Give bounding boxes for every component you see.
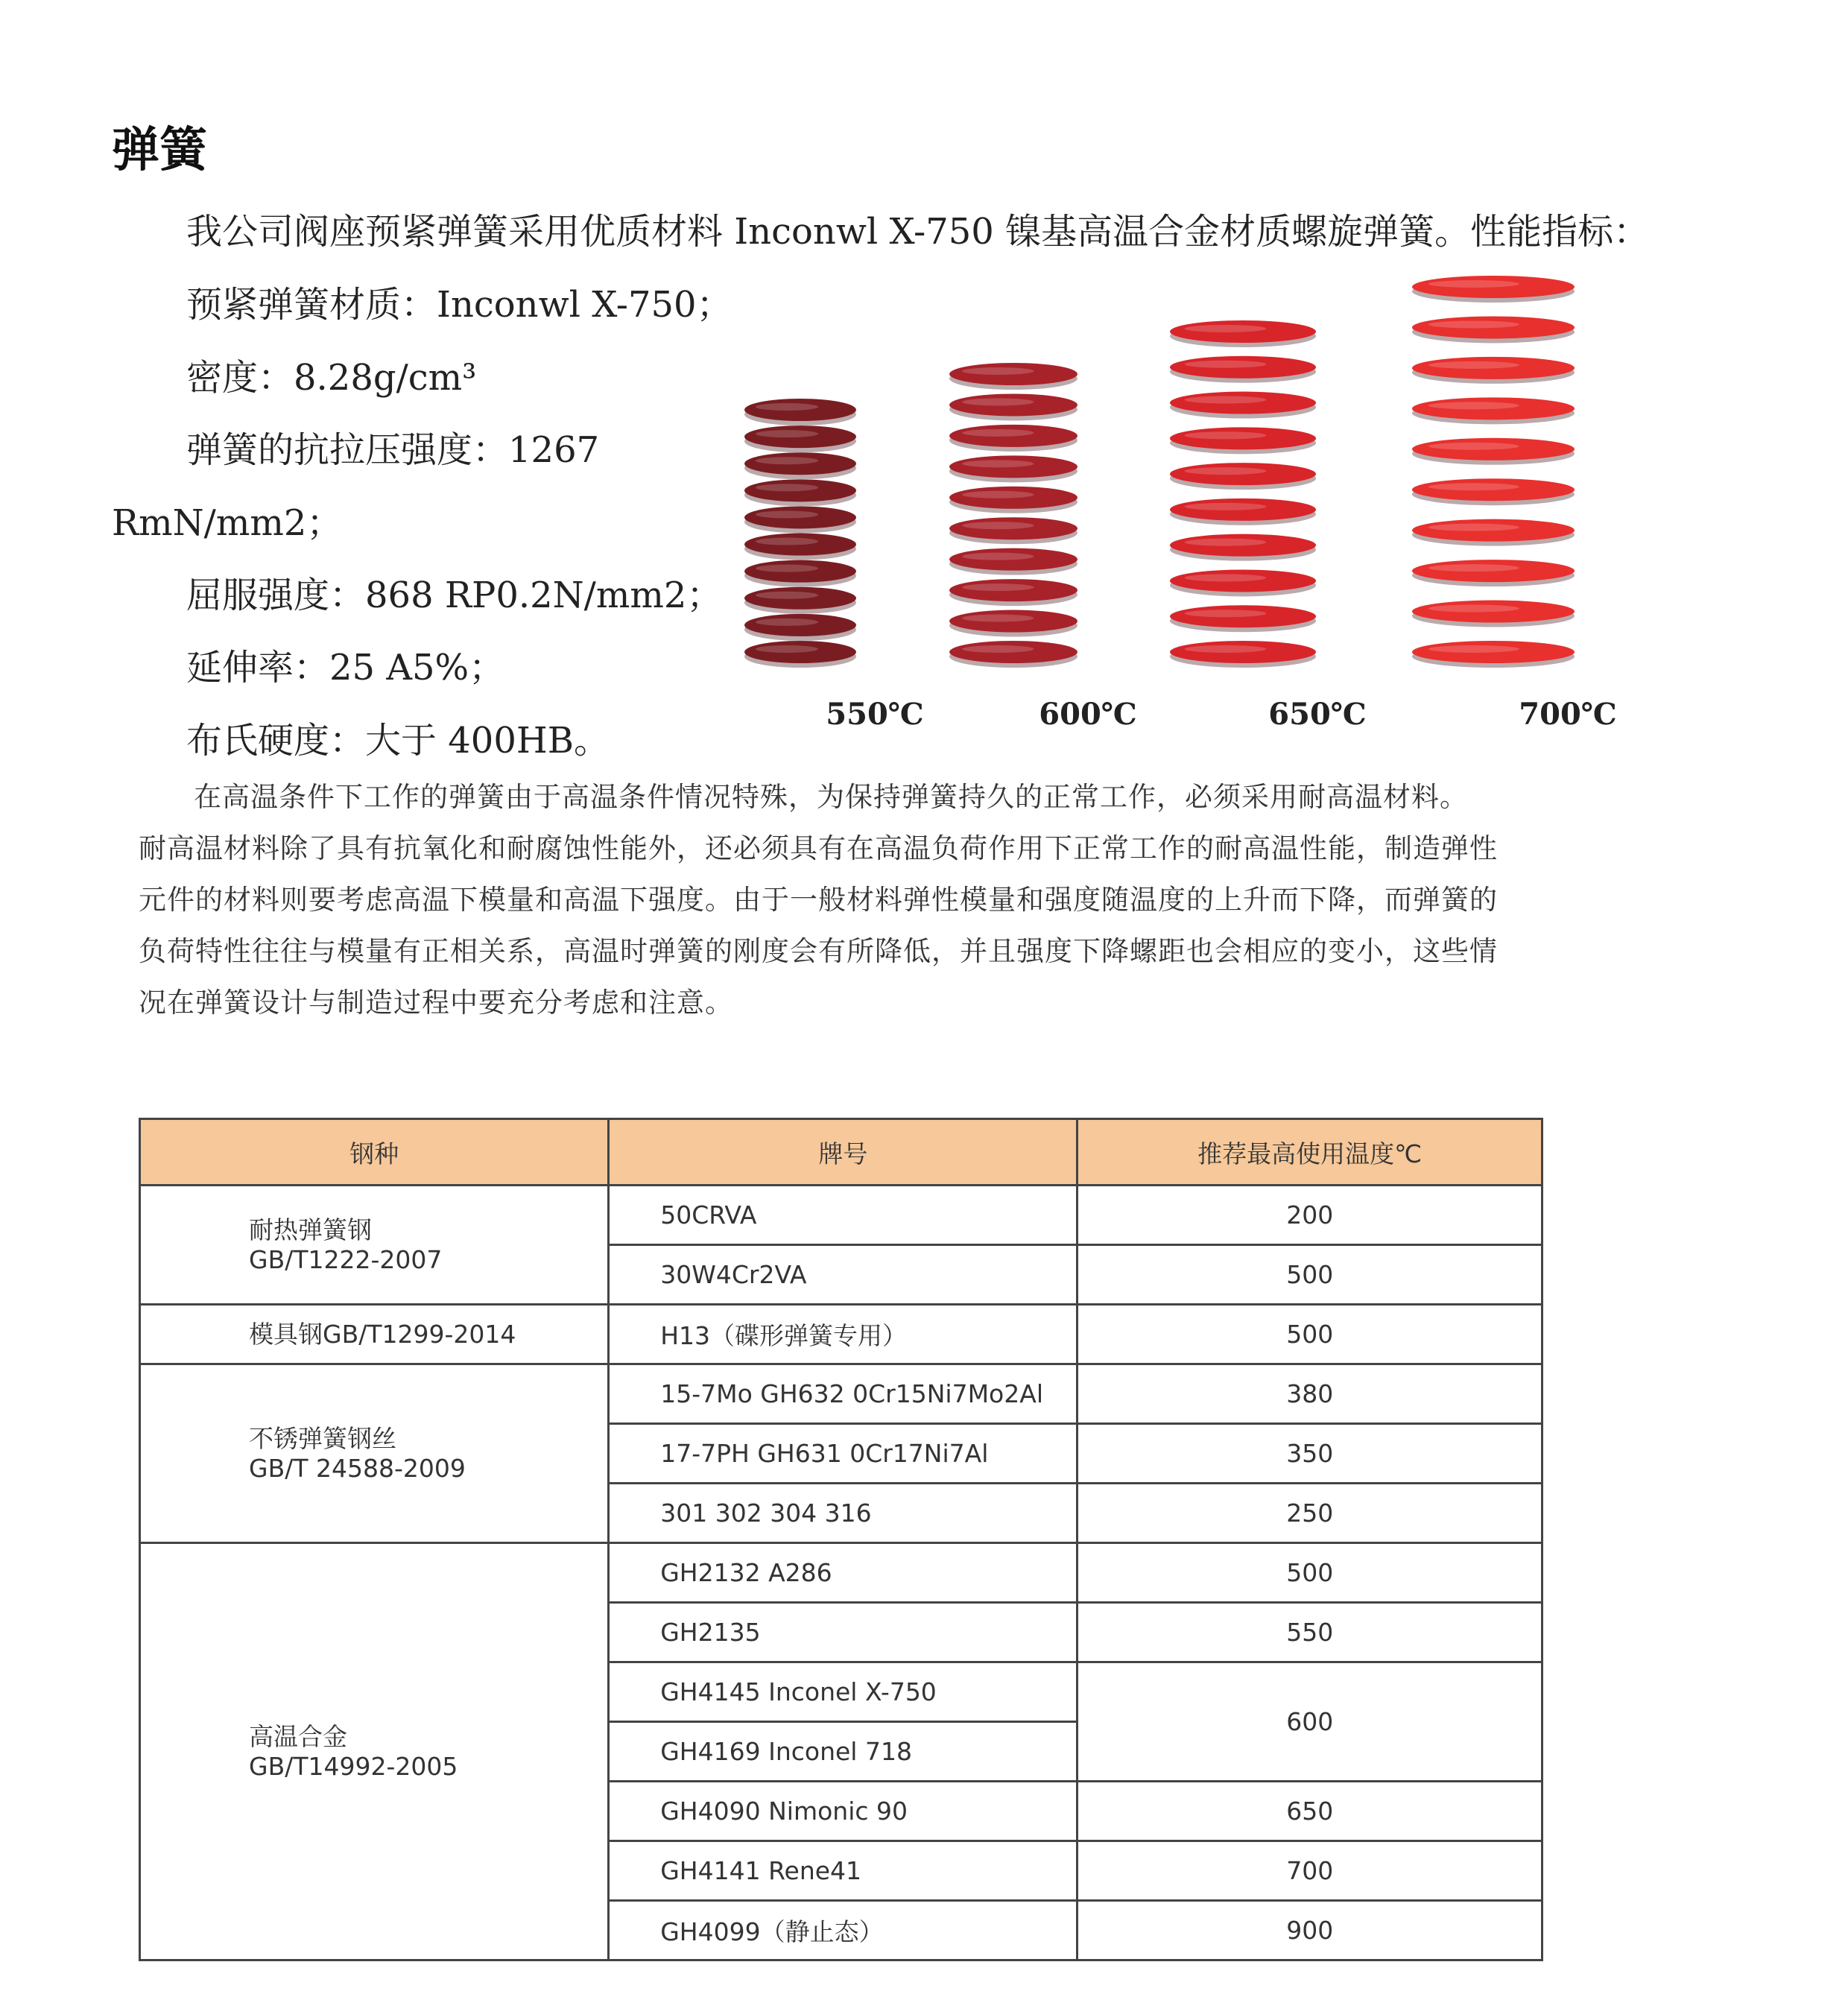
temp-cell: 700 <box>1078 1841 1542 1901</box>
temp-cell: 900 <box>1078 1901 1542 1960</box>
tensile-line: 弹簧的抗拉压强度：1267 <box>186 429 600 471</box>
spring-2 <box>1170 320 1316 668</box>
temp-cell: 500 <box>1078 1543 1542 1603</box>
category-standard: GB/T14992-2005 <box>249 1751 458 1781</box>
table-row <box>140 1364 1542 1424</box>
grade-cell: 17-7PH GH631 0Cr17Ni7Al <box>609 1424 1078 1484</box>
temp-cell: 350 <box>1078 1424 1542 1484</box>
grade-cell: GH4145 Inconel X-750 <box>609 1662 1078 1722</box>
spring-label-650: 650℃ <box>1268 697 1367 732</box>
elongation-line: 延伸率：25 A5%； <box>186 647 505 689</box>
category-standard: GB/T 24588-2009 <box>249 1453 466 1483</box>
temp-cell: 600 <box>1078 1662 1542 1782</box>
table-row <box>140 1305 1542 1364</box>
grade-cell: 301 302 304 316 <box>609 1484 1078 1543</box>
header-max-temp: 推荐最高使用温度℃ <box>1078 1119 1542 1186</box>
steel-table <box>139 1118 1543 1961</box>
description-paragraph <box>139 771 1584 1028</box>
steel-category <box>140 1543 609 1960</box>
spring-label-700: 700℃ <box>1519 697 1617 732</box>
category-name: 模具钢GB/T1299-2014 <box>249 1319 516 1349</box>
grade-cell: GH4099（静止态） <box>609 1901 1078 1960</box>
paragraph-line: 元件的材料则要考虑高温下模量和高温下强度。由于一般材料弹性模量和强度随温度的上升而下降，而弹簧的 <box>139 884 1498 916</box>
page-title: 弹簧 <box>112 123 207 178</box>
grade-cell: GH4090 Nimonic 90 <box>609 1782 1078 1841</box>
temp-cell: 380 <box>1078 1364 1542 1424</box>
category-standard: GB/T1222-2007 <box>249 1244 443 1274</box>
hardness-line: 布氏硬度：大于 400HB。 <box>186 720 610 762</box>
spring-label-600: 600℃ <box>1039 697 1137 732</box>
tensile-unit-line: RmN/mm2； <box>112 502 343 544</box>
spring-3 <box>1412 276 1575 668</box>
temp-cell: 200 <box>1078 1186 1542 1245</box>
grade-cell: 30W4Cr2VA <box>609 1245 1078 1305</box>
steel-category <box>140 1364 609 1543</box>
temp-cell: 250 <box>1078 1484 1542 1543</box>
grade-cell: GH2135 <box>609 1603 1078 1662</box>
spring-1 <box>949 363 1078 668</box>
paragraph-line: 在高温条件下工作的弹簧由于高温条件情况特殊，为保持弹簧持久的正常工作，必须采用耐高温材料。 <box>194 781 1468 813</box>
springs-illustration <box>730 268 1595 686</box>
density-line: 密度：8.28g/cm³ <box>186 357 477 399</box>
material-line: 预紧弹簧材质：Inconwl X-750； <box>186 284 732 326</box>
category-name: 不锈弹簧钢丝 <box>249 1423 396 1453</box>
temp-cell: 500 <box>1078 1305 1542 1364</box>
grade-cell: 15-7Mo GH632 0Cr15Ni7Mo2Al <box>609 1364 1078 1424</box>
category-name: 耐热弹簧钢 <box>249 1215 372 1244</box>
grade-cell: GH2132 A286 <box>609 1543 1078 1603</box>
grade-cell: GH4169 Inconel 718 <box>609 1722 1078 1782</box>
paragraph-line: 负荷特性往往与模量有正相关系，高温时弹簧的刚度会有所降低，并且强度下降螺距也会相应的变小，这些情 <box>139 935 1498 967</box>
grade-cell: H13（碟形弹簧专用） <box>609 1305 1078 1364</box>
paragraph-line: 耐高温材料除了具有抗氧化和耐腐蚀性能外，还必须具有在高温负荷作用下正常工作的耐高温性能，制造弹性 <box>139 832 1498 864</box>
grade-cell: GH4141 Rene41 <box>609 1841 1078 1901</box>
table-header-row <box>140 1119 1542 1186</box>
table-row <box>140 1186 1542 1245</box>
temp-cell: 550 <box>1078 1603 1542 1662</box>
spring-0 <box>744 399 856 668</box>
spring-label-550: 550℃ <box>826 697 924 732</box>
grade-cell: 50CRVA <box>609 1186 1078 1245</box>
header-grade: 牌号 <box>609 1119 1078 1186</box>
steel-category <box>140 1186 609 1305</box>
temp-cell: 500 <box>1078 1245 1542 1305</box>
yield-line: 屈服强度：868 RP0.2N/mm2； <box>186 575 723 616</box>
category-name: 高温合金 <box>249 1721 347 1751</box>
header-steel-type: 钢种 <box>140 1119 609 1186</box>
temp-cell: 650 <box>1078 1782 1542 1841</box>
intro-line: 我公司阀座预紧弹簧采用优质材料 Inconwl X-750 镍基高温合金材质螺旋弹簧。性能指标： <box>186 211 1650 253</box>
paragraph-line: 况在弹簧设计与制造过程中要充分考虑和注意。 <box>139 987 733 1019</box>
table-row <box>140 1543 1542 1603</box>
steel-category <box>140 1305 609 1364</box>
springs-figure <box>730 268 1617 745</box>
